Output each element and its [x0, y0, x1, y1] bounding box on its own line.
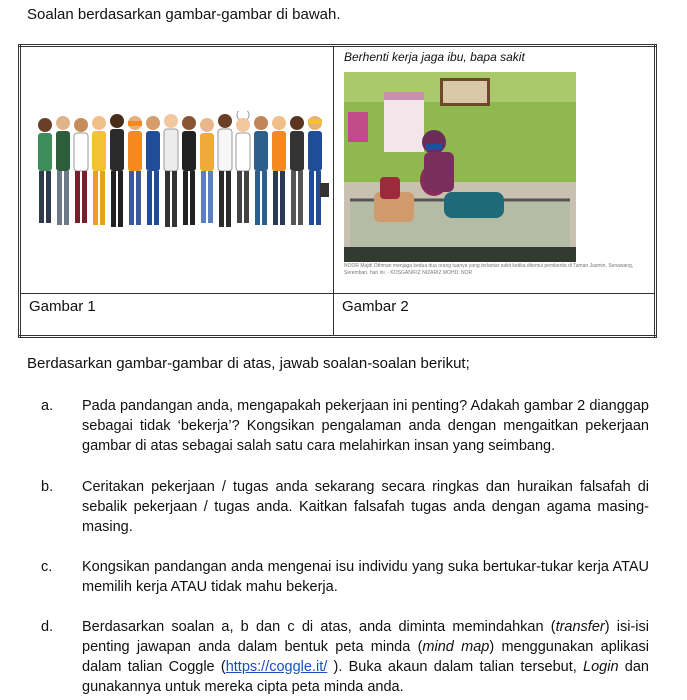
- figure-2-cell: [334, 46, 656, 294]
- news-headline: Berhenti kerja jaga ibu, bapa sakit: [344, 50, 525, 64]
- term-login: Login: [583, 659, 619, 675]
- term-mind-map: mind map: [422, 639, 490, 655]
- coggle-link[interactable]: https://coggle.it/: [225, 659, 328, 675]
- figure-1-caption: Gambar 1: [20, 294, 334, 337]
- question-c: [27, 557, 649, 597]
- intro-text: Soalan berdasarkan gambar-gambar di bawah.: [27, 6, 341, 23]
- figure-1-cell: [20, 46, 334, 294]
- figure-2-caption: Gambar 2: [334, 294, 656, 337]
- question-text: Berdasarkan soalan a, b dan c di atas, anda diminta memindahkan (transfer) isi-isi penting jawapan anda dalam bentuk peta minda (mind map) menggunakan aplikasi dalam talian Coggle (https://coggle.it/ ). Buka akaun dalam talian tersebut, Login dan gunakannya untuk mereka cipta peta minda anda.: [82, 619, 649, 695]
- figure-table: [18, 44, 657, 338]
- question-label: b.: [41, 479, 54, 495]
- question-text: Pada pandangan anda, mengapakah pekerjaan ini penting? Adakah gambar 2 dianggap sebagai tidak ‘bekerja’? Kongsikan pengalaman anda dengan mengaitkan pekerjaan gambar di atas sebagai salah satu cara melahirkan insan yang seimbang.: [82, 398, 649, 454]
- question-text: Ceritakan pekerjaan / tugas anda sekarang secara ringkas dan huraikan falsafah di sebalik pekerjaan / tugas anda. Kaitkan falsafah tugas anda dengan agama masing-masing.: [82, 479, 649, 535]
- instruction-lead: Berdasarkan gambar-gambar di atas, jawab soalan-soalan berikut;: [27, 355, 470, 372]
- question-d: [27, 617, 649, 697]
- caregiver-photo: [344, 72, 576, 262]
- question-label: d.: [41, 619, 54, 635]
- question-text: Kongsikan pandangan anda mengenai isu individu yang suka bertukar-tukar kerja ATAU memilih kerja ATAU tidak mahu bekerja.: [82, 559, 649, 595]
- question-b: [27, 477, 649, 537]
- question-a: [27, 396, 649, 456]
- question-label: c.: [41, 559, 53, 575]
- workers-illustration: [29, 111, 329, 261]
- news-photo-credit: NOOR Majdi Othman menjaga kedua dua orang tuanya yang terlantar sakit ketika ditemui pemberita di Taman Jasmin, Senawang, Seremban, hari ini. - KOSGAN/FIZ NIZARIZ MOHD. NOR: [344, 263, 634, 276]
- term-transfer: transfer: [555, 619, 605, 635]
- question-label: a.: [41, 398, 54, 414]
